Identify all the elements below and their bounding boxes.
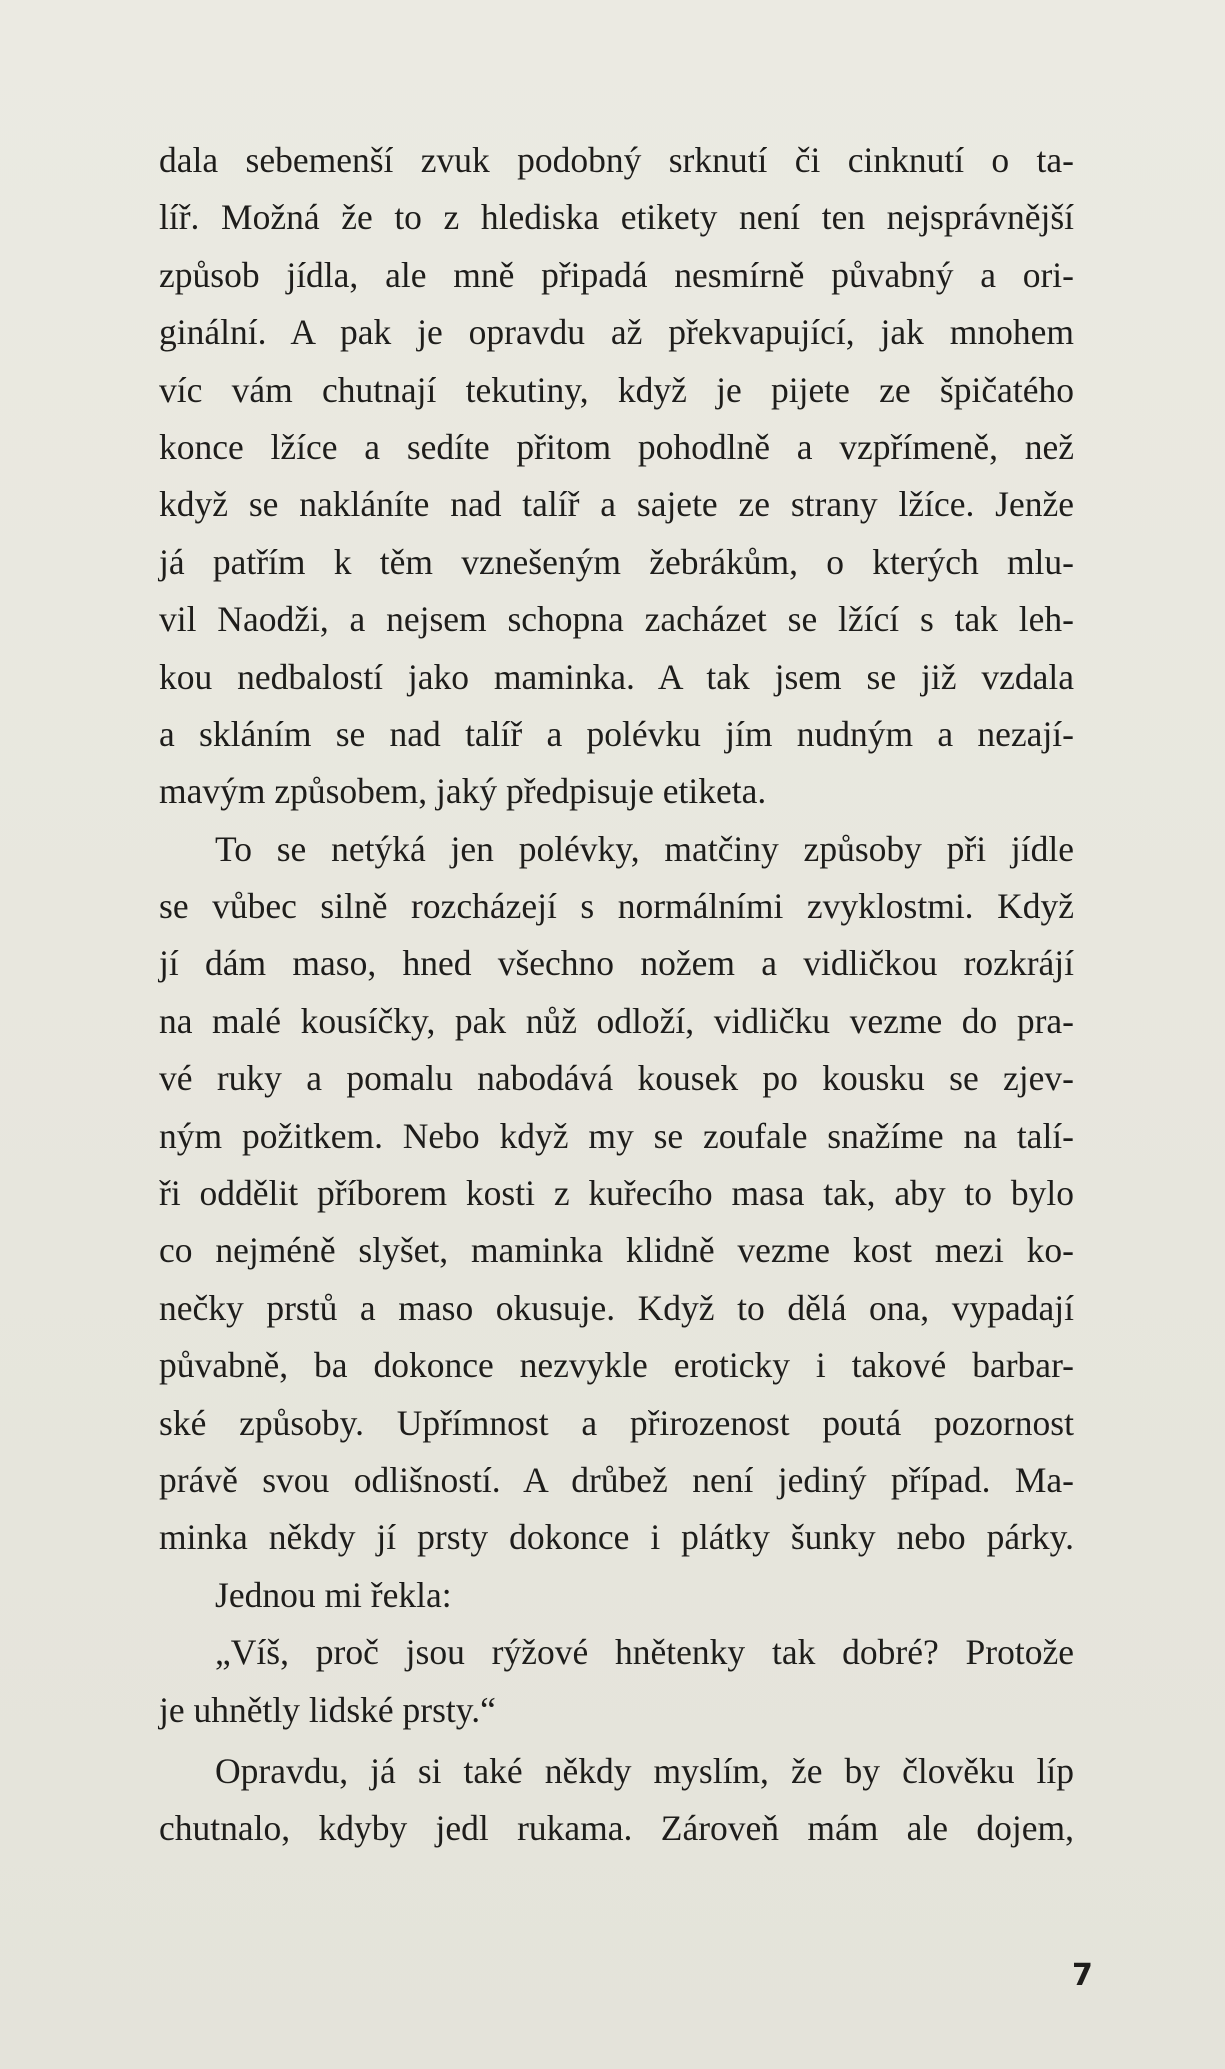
text-line: já patřím k těm vznešeným žebrákům, o kterých mlu- (159, 541, 1074, 582)
text-line: víc vám chutnají tekutiny, když je pijete ze špičatého (159, 369, 1074, 410)
text-line: je uhnětly lidské prsty.“ (159, 1689, 496, 1730)
text-line: ské způsoby. Upřímnost a přirozenost poutá pozornost (159, 1402, 1074, 1443)
text-line: se vůbec silně rozcházejí s normálními zvyklostmi. Když (159, 886, 1074, 927)
text-line: vé ruky a pomalu nabodává kousek po kousku se zjev- (159, 1058, 1074, 1099)
text-line: když se nakláníte nad talíř a sajete ze strany lžíce. Jenže (159, 484, 1074, 525)
text-line: Opravdu, já si také někdy myslím, že by člověku líp (215, 1750, 1074, 1791)
page-number: 7 (1072, 1958, 1093, 1993)
body-text (159, 132, 1074, 1858)
text-line: mavým způsobem, jaký předpisuje etiketa. (159, 771, 767, 812)
text-line: ři oddělit příborem kosti z kuřecího masa tak, aby to bylo (159, 1173, 1074, 1214)
text-line: To se netýká jen polévky, matčiny způsoby při jídle (215, 828, 1074, 869)
text-line: Jednou mi řekla: (215, 1574, 452, 1615)
text-line: ným požitkem. Nebo když my se zoufale snažíme na talí- (159, 1115, 1074, 1156)
text-line: půvabně, ba dokonce nezvykle eroticky i takové barbar- (159, 1345, 1074, 1386)
text-line: jí dám maso, hned všechno nožem a vidličkou rozkrájí (159, 943, 1074, 984)
text-line: minka někdy jí prsty dokonce i plátky šunky nebo párky. (159, 1517, 1074, 1558)
text-line: ginální. A pak je opravdu až překvapující, jak mnohem (159, 312, 1074, 353)
text-line: způsob jídla, ale mně připadá nesmírně půvabný a ori- (159, 254, 1074, 295)
text-line: nečky prstů a maso okusuje. Když to dělá ona, vypadají (159, 1287, 1074, 1328)
text-line: vil Naodži, a nejsem schopna zacházet se lžící s tak leh- (159, 599, 1074, 640)
text-line: právě svou odlišností. A drůbež není jediný případ. Ma- (159, 1459, 1074, 1500)
text-line: dala sebemenší zvuk podobný srknutí či cinknutí o ta- (159, 140, 1074, 180)
text-line: a skláním se nad talíř a polévku jím nudným a nezají- (159, 713, 1074, 754)
text-line: konce lžíce a sedíte přitom pohodlně a vzpřímeně, než (159, 426, 1074, 467)
text-line: líř. Možná že to z hlediska etikety není ten nejsprávnější (159, 197, 1074, 238)
text-line: „Víš, proč jsou rýžové hnětenky tak dobré? Protože (215, 1632, 1074, 1673)
text-line: na malé kousíčky, pak nůž odloží, vidličku vezme do pra- (159, 1000, 1074, 1041)
text-line: co nejméně slyšet, maminka klidně vezme kost mezi ko- (159, 1230, 1074, 1271)
text-line: chutnalo, kdyby jedl rukama. Zároveň mám ale dojem, (159, 1808, 1074, 1849)
text-line: kou nedbalostí jako maminka. A tak jsem se již vzdala (159, 656, 1074, 697)
